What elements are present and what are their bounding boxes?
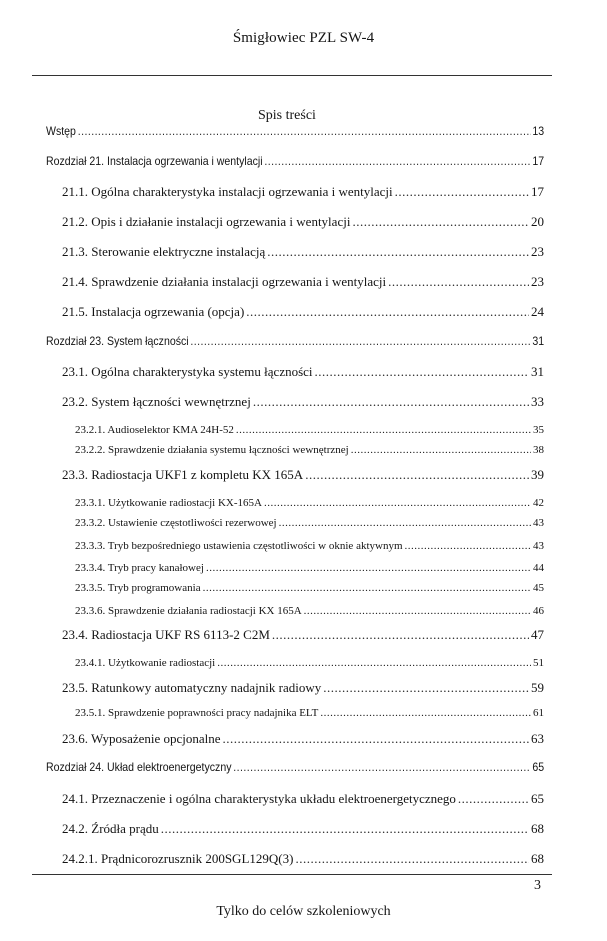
toc-entry [75, 707, 544, 719]
toc-entry-page: 61 [533, 707, 544, 719]
toc-entry-label: 21.3. Sterowanie elektryczne instalacją [62, 244, 266, 259]
toc-entry-label: 23.4. Radiostacja UKF RS 6113-2 C2M [62, 627, 270, 642]
toc-entry-label: 23.1. Ogólna charakterystyka systemu łączności [62, 364, 313, 379]
toc-entry [62, 821, 544, 837]
toc-leader-dots [267, 244, 529, 260]
toc-leader-dots [272, 627, 529, 643]
toc-entry [75, 605, 544, 617]
toc-entry [75, 657, 544, 669]
toc-entry-page: 47 [531, 627, 544, 642]
toc-leader-dots [253, 394, 529, 410]
toc-entry-page: 33 [531, 394, 544, 409]
toc-leader-dots [304, 605, 531, 617]
toc-entry-label: 23.5.1. Sprawdzenie poprawności pracy nadajnika ELT [75, 707, 319, 719]
toc-entry [75, 540, 544, 552]
toc-leader-dots [320, 707, 531, 719]
toc-entry-page: 39 [531, 467, 544, 482]
toc-entry-label: 23.3.3. Tryb bezpośredniego ustawienia częstotliwości w oknie aktywnym [75, 540, 403, 552]
toc-entry-label: 23.2. System łączności wewnętrznej [62, 394, 251, 409]
toc-entry-label: 23.2.1. Audioselektor KMA 24H-52 [75, 424, 234, 436]
toc-entry-label: Wstęp [46, 124, 76, 138]
toc-entry-label: 23.5. Ratunkowy automatyczny nadajnik radiowy [62, 680, 322, 695]
toc-entry [62, 627, 544, 643]
toc-leader-dots [206, 562, 531, 574]
page-number: 3 [534, 878, 541, 893]
toc-leader-dots [323, 680, 529, 696]
toc-entry [62, 364, 544, 380]
toc-entry [62, 274, 544, 290]
toc-leader-dots [203, 582, 531, 594]
toc-entry [62, 467, 544, 483]
toc-entry-label: 24.1. Przeznaczenie i ogólna charakterystyka układu elektroenergetycznego [62, 791, 456, 806]
toc-leader-dots [458, 791, 529, 807]
toc-entry-label: 23.6. Wyposażenie opcjonalne [62, 731, 221, 746]
toc-entry-page: 20 [531, 214, 544, 229]
toc-leader-dots [233, 760, 530, 774]
toc-entry-page: 31 [532, 334, 545, 348]
toc-entry-page: 35 [533, 424, 544, 436]
toc-entry-page: 42 [533, 497, 544, 509]
toc-title: Spis treści [258, 108, 316, 123]
toc-entry [62, 791, 544, 807]
toc-entry-label: 21.5. Instalacja ogrzewania (opcja) [62, 304, 245, 319]
toc-entry-page: 68 [531, 851, 544, 866]
toc-leader-dots [161, 821, 529, 837]
toc-leader-dots [315, 364, 529, 380]
toc-entry-page: 43 [533, 540, 544, 552]
toc-entry-label: 23.3.4. Tryb pracy kanałowej [75, 562, 204, 574]
toc-entry-label: 23.3.5. Tryb programowania [75, 582, 201, 594]
toc-entry-page: 38 [533, 444, 544, 456]
toc-entry-page: 17 [532, 154, 545, 168]
toc-leader-dots [305, 467, 529, 483]
footer-note: Tylko do celów szkoleniowych [216, 904, 391, 919]
toc-entry-page: 68 [531, 821, 544, 836]
toc-entry [46, 334, 544, 348]
toc-entry-page: 45 [533, 582, 544, 594]
toc-entry [46, 124, 544, 138]
toc-entry-label: 23.3.2. Ustawienie częstotliwości rezerwowej [75, 517, 277, 529]
toc-entry [75, 562, 544, 574]
toc-leader-dots [236, 424, 531, 436]
toc-entry-label: 21.2. Opis i działanie instalacji ogrzewania i wentylacji [62, 214, 351, 229]
toc-entry [62, 184, 544, 200]
toc-entry-page: 44 [533, 562, 544, 574]
toc-entry [75, 582, 544, 594]
toc-leader-dots [217, 657, 531, 669]
toc-leader-dots [405, 540, 531, 552]
toc-entry-label: 23.4.1. Użytkowanie radiostacji [75, 657, 216, 669]
header-rule [32, 75, 552, 76]
toc-leader-dots [190, 334, 530, 348]
toc-entry-page: 63 [531, 731, 544, 746]
toc-entry-label: Rozdział 21. Instalacja ogrzewania i wentylacji [46, 154, 263, 168]
toc-entry-label: 24.2.1. Prądnicorozrusznik 200SGL129Q(3) [62, 851, 294, 866]
toc-entry-label: 23.3. Radiostacja UKF1 z kompletu KX 165A [62, 467, 304, 482]
toc-entry-page: 31 [531, 364, 544, 379]
toc-entry-page: 17 [531, 184, 544, 199]
toc-leader-dots [395, 184, 529, 200]
toc-entry [62, 731, 544, 747]
toc-leader-dots [279, 517, 531, 529]
running-title: Śmigłowiec PZL SW-4 [232, 30, 375, 46]
toc-entry-page: 43 [533, 517, 544, 529]
toc-entry [62, 214, 544, 230]
toc-entry-label: 23.3.1. Użytkowanie radiostacji KX-165A [75, 497, 262, 509]
toc-entry [62, 680, 544, 696]
toc-entry [75, 444, 544, 456]
toc-entry-page: 23 [531, 244, 544, 259]
toc-entry [75, 497, 544, 509]
toc-entry-page: 23 [531, 274, 544, 289]
toc-entry-label: 23.3.6. Sprawdzenie działania radiostacji KX 165A [75, 605, 302, 617]
toc-entry-page: 46 [533, 605, 544, 617]
toc-entry-label: Rozdział 23. System łączności [46, 334, 189, 348]
toc-leader-dots [223, 731, 529, 747]
toc-entry-label: Rozdział 24. Układ elektroenergetyczny [46, 760, 232, 774]
toc-entry [75, 424, 544, 436]
toc-entry-label: 21.4. Sprawdzenie działania instalacji ogrzewania i wentylacji [62, 274, 387, 289]
toc-leader-dots [246, 304, 529, 320]
toc-leader-dots [388, 274, 529, 290]
toc-entry-page: 24 [531, 304, 544, 319]
toc-entry-page: 65 [532, 760, 545, 774]
toc-leader-dots [295, 851, 529, 867]
toc-leader-dots [264, 497, 531, 509]
toc-entry-page: 13 [532, 124, 545, 138]
toc-entry-page: 51 [533, 657, 544, 669]
toc-entry-page: 59 [531, 680, 544, 695]
toc-entry [46, 154, 544, 168]
footer-rule [32, 874, 552, 875]
toc-entry [46, 760, 544, 774]
toc-entry-label: 23.2.2. Sprawdzenie działania systemu łączności wewnętrznej [75, 444, 349, 456]
toc-leader-dots [352, 214, 529, 230]
toc-entry-page: 65 [531, 791, 544, 806]
toc-entry [62, 244, 544, 260]
toc-entry-label: 24.2. Źródła prądu [62, 821, 159, 836]
toc-leader-dots [351, 444, 531, 456]
toc-entry [75, 517, 544, 529]
toc-entry [62, 304, 544, 320]
toc-entry-label: 21.1. Ogólna charakterystyka instalacji ogrzewania i wentylacji [62, 184, 393, 199]
toc-leader-dots [264, 154, 530, 168]
toc-entry [62, 394, 544, 410]
toc-leader-dots [78, 124, 531, 138]
toc-entry [62, 851, 544, 867]
